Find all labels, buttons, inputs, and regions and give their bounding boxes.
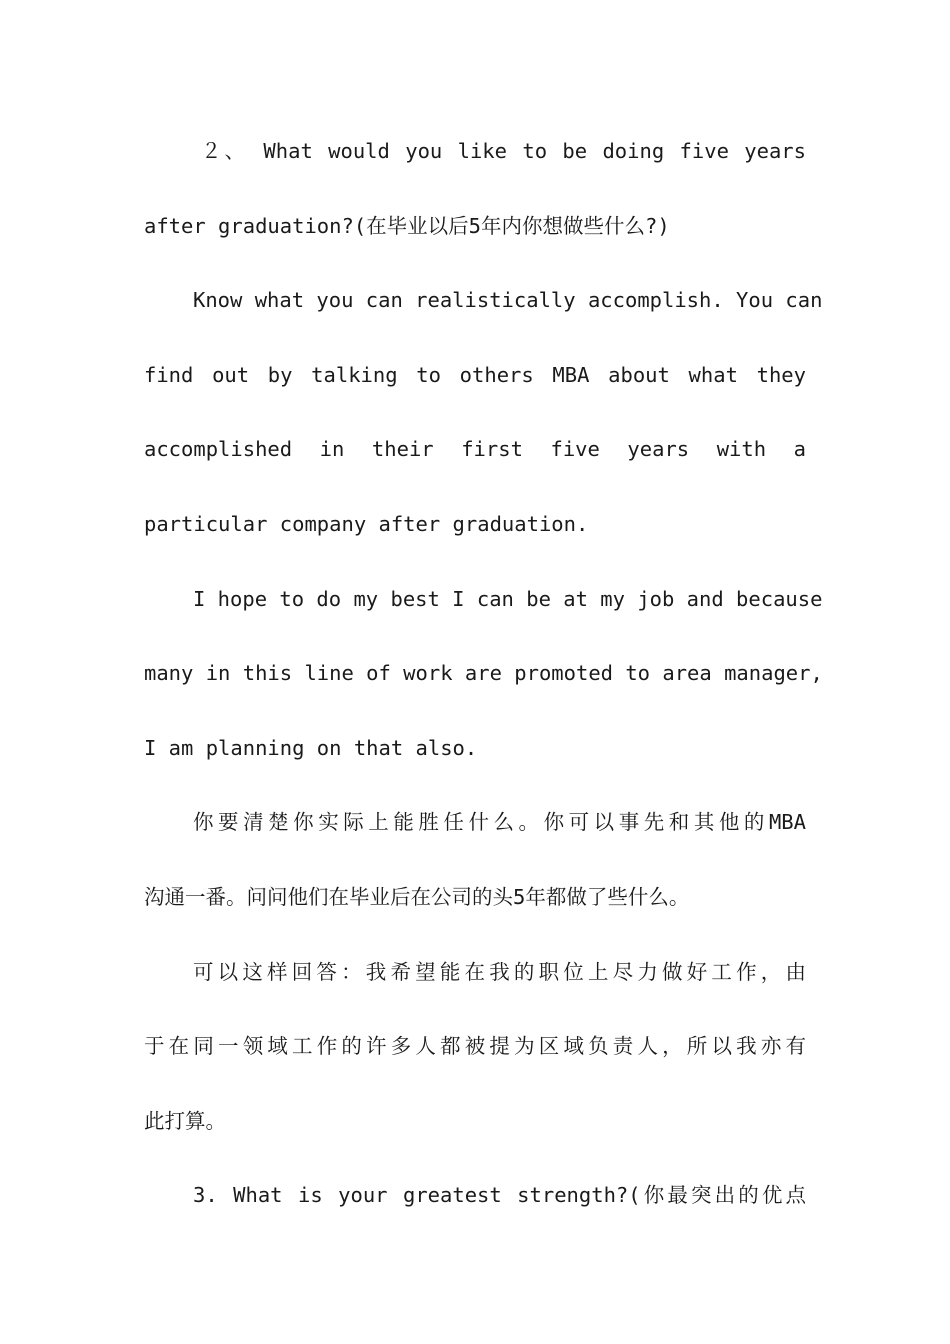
paragraph-question-2	[144, 114, 806, 263]
text-line: 沟通一番。问问他们在毕业后在公司的头5年都做了些什么。	[144, 884, 690, 909]
document-body	[144, 114, 823, 1233]
paragraph-answer-zh	[144, 935, 806, 1159]
text-line: particular company after graduation.	[144, 511, 589, 536]
paragraph-answer-en	[144, 562, 823, 786]
text-line: Know what you can realistically accomplish. You can	[193, 288, 823, 313]
text-line: I hope to do my best I can be at my job and because	[193, 586, 823, 611]
text-line: after graduation?(在毕业以后5年内你想做些什么?)	[144, 213, 670, 238]
paragraph-advice-en	[144, 263, 823, 561]
paragraph-advice-zh	[144, 785, 806, 934]
text-line: many in this line of work are promoted to area manager,	[144, 661, 823, 686]
text-line: 3. What is your greatest strength?(你最突出的优点	[193, 1183, 806, 1208]
text-line: I am planning on that also.	[144, 735, 478, 760]
text-line: 可以这样回答：我希望能在我的职位上尽力做好工作，由	[193, 959, 806, 984]
text-line: accomplished in their first five years with a	[144, 437, 806, 462]
text-line: 此打算。	[144, 1108, 226, 1133]
paragraph-question-3	[144, 1158, 806, 1233]
text-line: find out by talking to others MBA about what they	[144, 362, 806, 387]
text-line: ２、 What would you like to be doing five years	[201, 139, 806, 163]
text-line: 于在同一领域工作的许多人都被提为区域负责人，所以我亦有	[144, 1034, 806, 1059]
text-line: 你要清楚你实际上能胜任什么。你可以事先和其他的MBA	[193, 810, 806, 835]
